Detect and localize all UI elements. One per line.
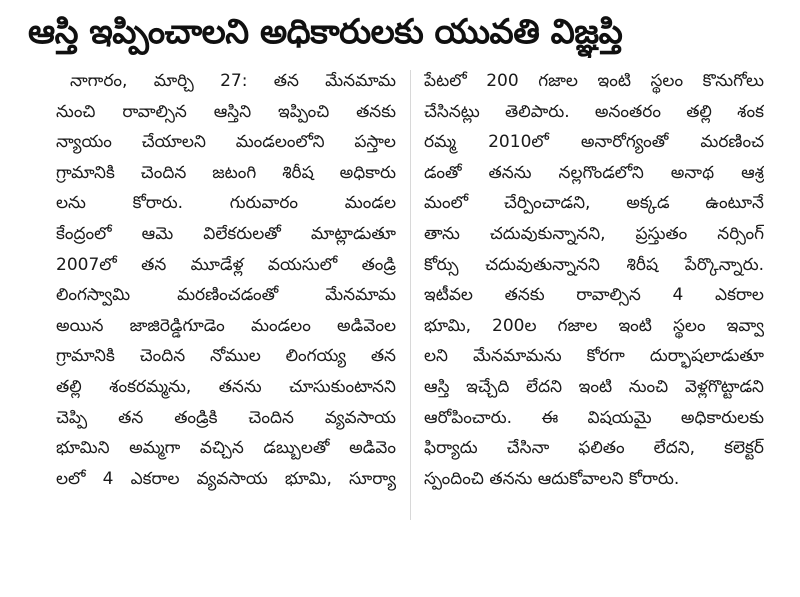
right-column (424, 66, 764, 528)
body-line: ఇటీవల తనకు రావాల్సిన 4 ఎకరాల (424, 285, 764, 306)
body-line: స్పందించి తనను ఆదుకోవాలని కోరారు. (424, 468, 680, 489)
body-line: గ్రామానికి చెందిన నోముల లింగయ్య తన (56, 346, 396, 367)
body-line: కేంద్రంలో ఆమె విలేకరులతో మాట్లాడుతూ (56, 223, 396, 244)
body-line: చెప్పి తన తండ్రికి చెందిన వ్యవసాయ (56, 407, 396, 428)
body-line: లలో 4 ఎకరాల వ్యవసాయ భూమి, సూర్యా (56, 468, 396, 489)
body-line: కోర్సు చదువుతున్నానని శిరీష పేర్కొన్నారు. (424, 254, 764, 275)
body-line: లని మేనమామను కోరగా దుర్భాషలాడుతూ (424, 346, 764, 367)
body-line: డంతో తనను నల్లగొండలోని అనాథ ఆశ్ర (424, 162, 764, 183)
body-line: న్యాయం చేయాలని మండలంలోని పస్తాల (56, 132, 396, 153)
body-line: తాను చదువుకున్నానని, ప్రస్తుతం నర్సింగ్ (424, 223, 764, 244)
body-line: మంలో చేర్పించాడని, అక్కడ ఉంటూనే (424, 193, 764, 214)
headline: ఆస్తి ఇప్పించాలని అధికారులకు యువతి విజ్ఞప్తి (28, 12, 623, 52)
column-divider (410, 70, 411, 520)
left-column (56, 66, 396, 528)
body-line: ఆస్తి ఇచ్చేది లేదని ఇంటి నుంచి వెళ్లగొట్టాడని (424, 376, 764, 397)
body-line: చేసినట్లు తెలిపారు. అనంతరం తల్లి శంక (424, 101, 764, 122)
body-line: భూమి, 200ల గజాల ఇంటి స్థలం ఇవ్వా (424, 315, 764, 336)
body-line: ఆరోపించారు. ఈ విషయమై అధికారులకు (424, 407, 764, 428)
body-line: నాగారం, మార్చి 27: తన మేనమామ (70, 71, 396, 91)
body-line: నుంచి రావాల్సిన ఆస్తిని ఇప్పించి తనకు (56, 101, 396, 122)
body-line: పేటలో 200 గజాల ఇంటి స్థలం కొనుగోలు (424, 71, 764, 91)
body-line: రమ్మ 2010లో అనారోగ్యంతో మరణించ (424, 132, 764, 153)
body-line: గ్రామానికి చెందిన జటంగి శిరీష అధికారు (56, 162, 396, 183)
body-line: ఫిర్యాదు చేసినా ఫలితం లేదని, కలెక్టర్ (424, 438, 764, 459)
body-line: భూమిని అమ్మగా వచ్చిన డబ్బులతో అడివెం (56, 438, 396, 459)
body-line: లను కోరారు. గురువారం మండల (56, 193, 396, 214)
body-line: అయిన జాజిరెడ్డిగూడెం మండలం అడివెంల (56, 315, 396, 336)
body-line: లింగస్వామి మరణించడంతో మేనమామ (56, 285, 396, 306)
body-line: 2007లో తన మూడేళ్ల వయసులో తండ్రి (56, 254, 396, 275)
body-line: తల్లి శంకరమ్మను, తనను చూసుకుంటానని (56, 376, 396, 397)
